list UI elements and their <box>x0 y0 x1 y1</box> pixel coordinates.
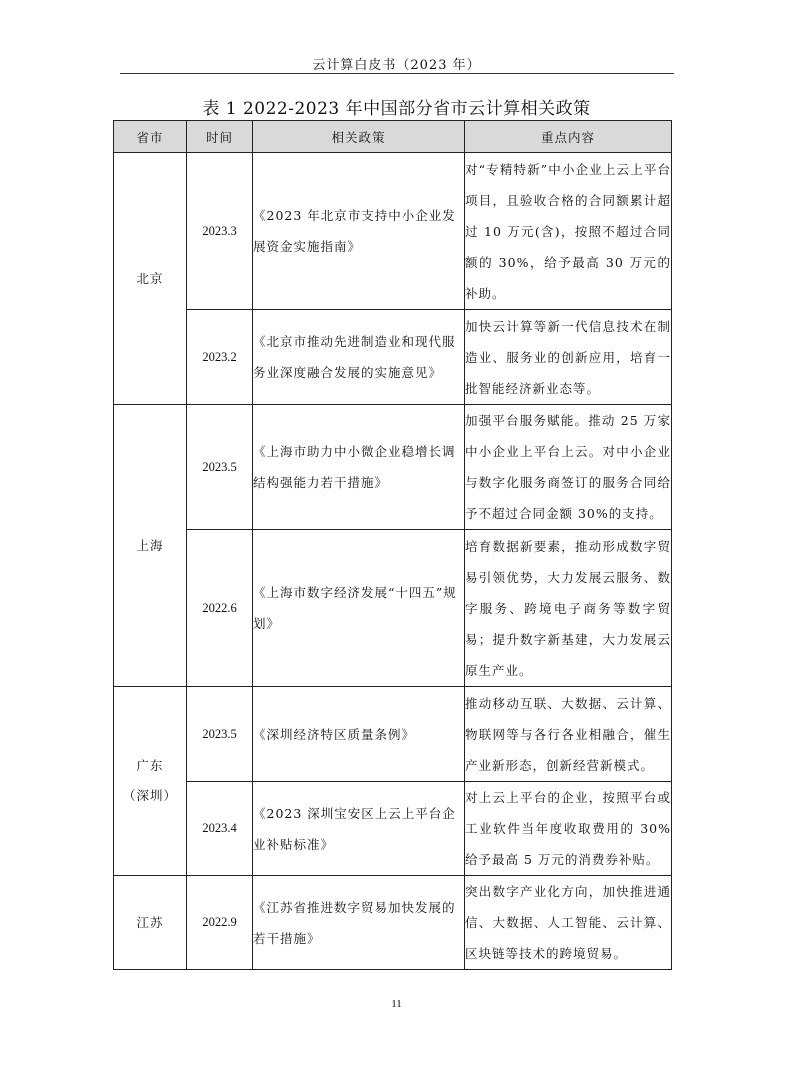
content-cell: 突出数字产业化方向，加快推进通信、大数据、人工智能、云计算、区块链等技术的跨境贸易。 <box>465 876 672 970</box>
province-name: 北京 <box>136 270 164 286</box>
province-name: 江苏 <box>136 914 164 930</box>
date-cell: 2022.6 <box>187 530 253 687</box>
policy-cell: 《深圳经济特区质量条例》 <box>253 687 465 782</box>
content-cell: 加强平台服务赋能。推动 25 万家中小企业上平台上云。对中小企业与数字化服务商签订的服务合同给予不超过合同金额 30%的支持。 <box>465 405 672 530</box>
policy-table <box>113 120 672 970</box>
content-cell: 培育数据新要素，推动形成数字贸易引领优势，大力发展云服务、数字服务、跨境电子商务等数字贸易；提升数字新基建，大力发展云原生产业。 <box>465 530 672 687</box>
table-row <box>114 405 672 530</box>
province-cell <box>114 153 187 405</box>
table-row <box>114 687 672 782</box>
table-header-row <box>114 121 672 153</box>
table-row <box>114 876 672 970</box>
column-header-date: 时间 <box>187 121 253 153</box>
date-cell: 2023.4 <box>187 782 253 876</box>
content-cell: 对上云上平台的企业，按照平台或工业软件当年度收取费用的 30%给予最高 5 万元的消费券补贴。 <box>465 782 672 876</box>
content-cell: 加快云计算等新一代信息技术在制造业、服务业的创新应用，培育一批智能经济新业态等。 <box>465 310 672 405</box>
date-cell: 2023.2 <box>187 310 253 405</box>
policy-cell: 《上海市数字经济发展“十四五”规划》 <box>253 530 465 687</box>
policy-cell: 《上海市助力中小微企业稳增长调结构强能力若干措施》 <box>253 405 465 530</box>
policy-cell: 《2023 年北京市支持中小企业发展资金实施指南》 <box>253 153 465 310</box>
column-header-content: 重点内容 <box>465 121 672 153</box>
running-header: 云计算白皮书（2023 年） <box>312 58 481 73</box>
table-row <box>114 530 672 687</box>
table-caption: 表 1 2022-2023 年中国部分省市云计算相关政策 <box>202 99 591 119</box>
content-cell: 对“专精特新”中小企业上云上平台项目，且验收合格的合同额累计超过 10 万元(含)，按照不超过合同额的 30%，给予最高 30 万元的补助。 <box>465 153 672 310</box>
province-subname: （深圳） <box>122 788 177 803</box>
page-number: 11 <box>391 998 402 1010</box>
date-cell: 2023.3 <box>187 153 253 310</box>
date-cell: 2023.5 <box>187 687 253 782</box>
province-cell <box>114 876 187 970</box>
province-cell <box>114 405 187 687</box>
table-row <box>114 782 672 876</box>
column-header-province: 省市 <box>114 121 187 153</box>
date-cell: 2022.9 <box>187 876 253 970</box>
province-name: 广东 <box>136 758 164 773</box>
policy-cell: 《2023 深圳宝安区上云上平台企业补贴标准》 <box>253 782 465 876</box>
province-cell <box>114 687 187 876</box>
policy-cell: 《北京市推动先进制造业和现代服务业深度融合发展的实施意见》 <box>253 310 465 405</box>
province-name: 上海 <box>136 537 164 553</box>
header-divider <box>120 73 674 74</box>
table-row <box>114 153 672 310</box>
column-header-policy: 相关政策 <box>253 121 465 153</box>
date-cell: 2023.5 <box>187 405 253 530</box>
content-cell: 推动移动互联、大数据、云计算、物联网等与各行各业相融合，催生产业新形态，创新经营新模式。 <box>465 687 672 782</box>
table-row <box>114 310 672 405</box>
policy-cell: 《江苏省推进数字贸易加快发展的若干措施》 <box>253 876 465 970</box>
